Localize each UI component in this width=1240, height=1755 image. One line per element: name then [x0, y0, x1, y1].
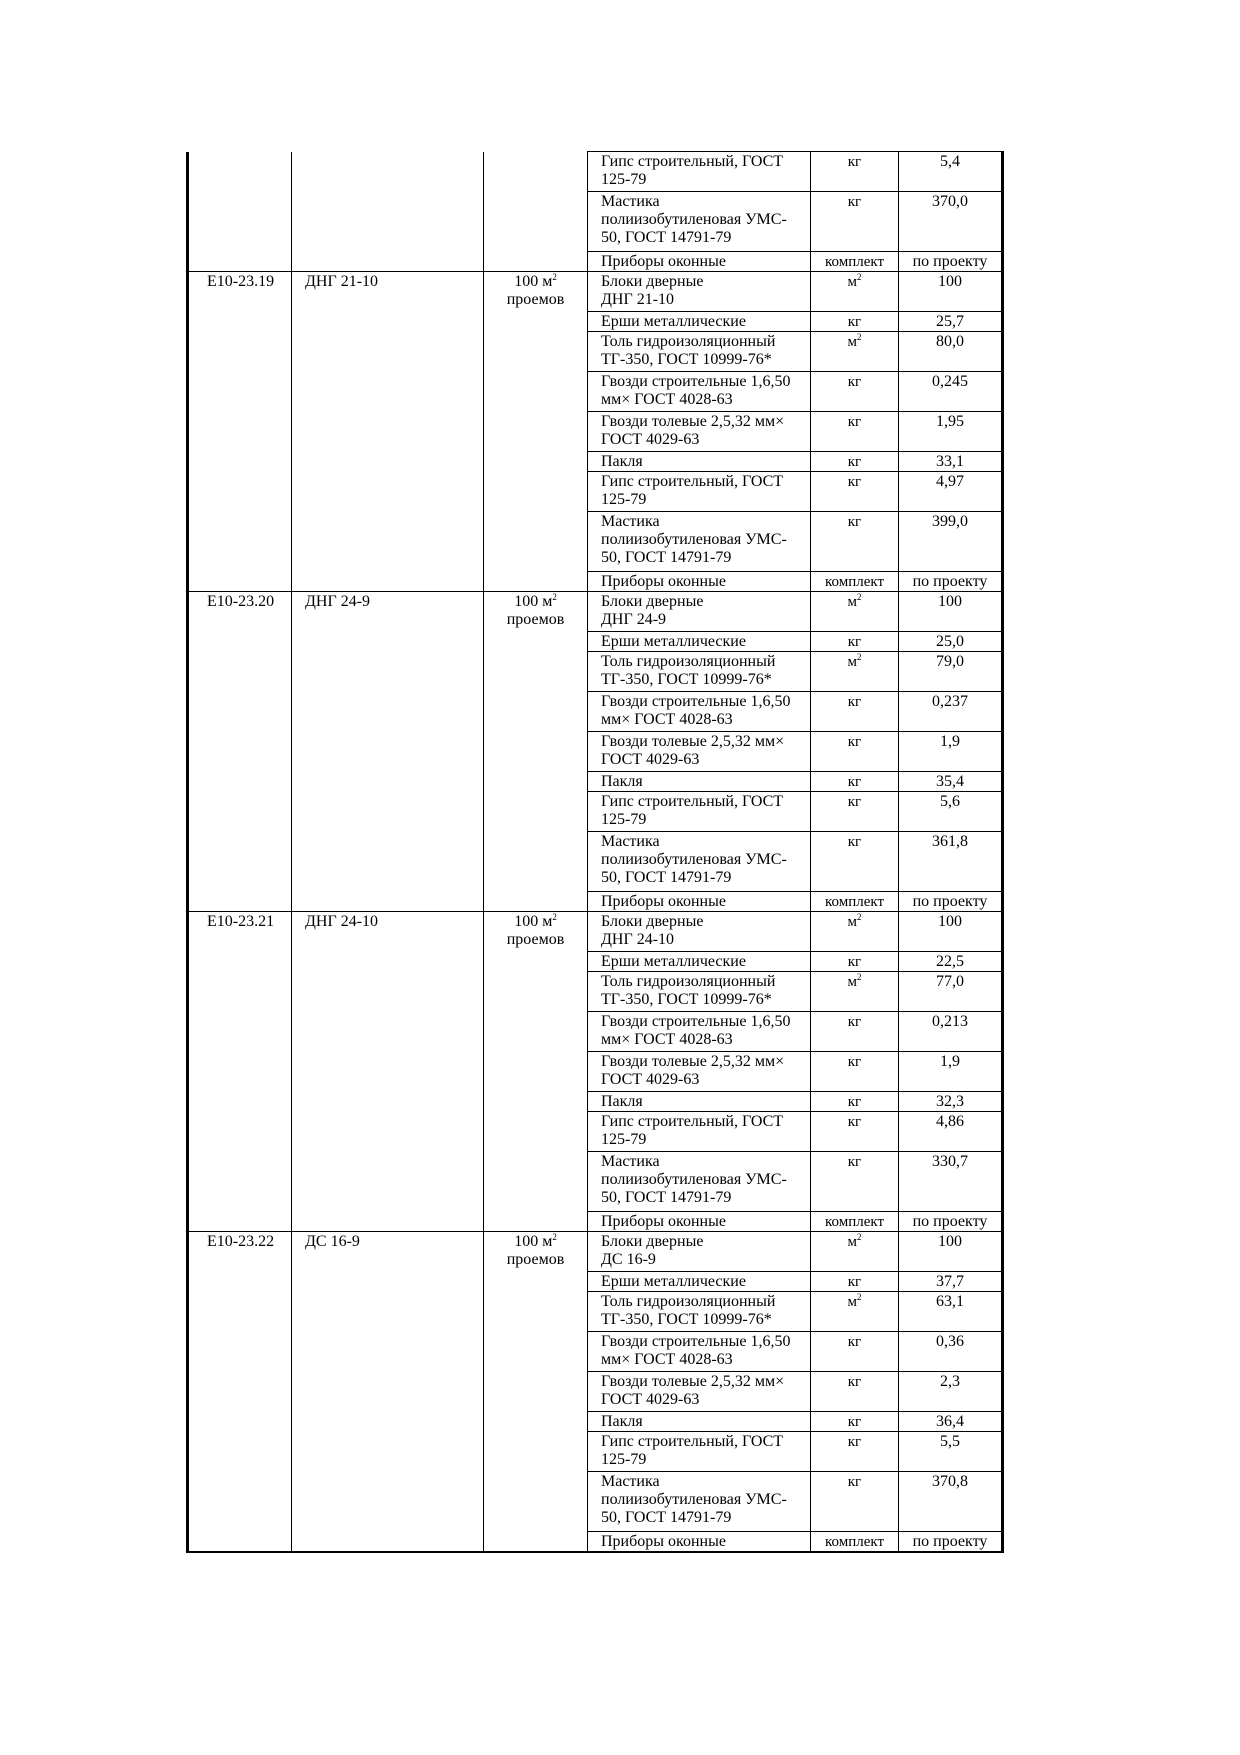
resource-cell [588, 1412, 811, 1432]
measure-superscript: 2 [552, 272, 557, 282]
quantity-value: 36,4 [936, 1413, 964, 1430]
resource-cell [588, 372, 811, 412]
measure-value: 100 м [514, 913, 553, 930]
unit-cell [811, 1292, 899, 1332]
measure-suffix: проемов [506, 1251, 565, 1268]
quantity-value: 33,1 [936, 453, 964, 470]
unit-label: кг [847, 1054, 862, 1070]
norm-name: ДС 16-9 [305, 1233, 360, 1250]
unit-cell [811, 592, 899, 632]
quantity-value: по проекту [912, 1213, 988, 1230]
resource-cell [588, 1092, 811, 1112]
unit-label: м [847, 654, 857, 670]
measure-cell [484, 152, 588, 272]
table-row [188, 592, 1003, 632]
unit-cell [811, 772, 899, 792]
resource-cell [588, 1332, 811, 1372]
value-cell [899, 592, 1003, 632]
value-cell [899, 792, 1003, 832]
resource-cell [588, 512, 811, 572]
quantity-value: 361,8 [932, 833, 968, 850]
unit-label: комплект [824, 1534, 885, 1550]
resource-cell [588, 792, 811, 832]
resource-cell [588, 252, 811, 272]
resource-name: Пакля [601, 453, 643, 470]
unit-label: кг [847, 1274, 862, 1290]
quantity-value: 100 [938, 1233, 962, 1250]
resource-name: Толь гидроизоляционный ТГ-350, ГОСТ 10999-76* [601, 973, 776, 1008]
unit-cell [811, 1212, 899, 1232]
resource-cell [588, 1372, 811, 1412]
resource-cell [588, 592, 811, 632]
unit-cell [811, 1332, 899, 1372]
value-cell [899, 252, 1003, 272]
resource-cell [588, 972, 811, 1012]
resource-cell [588, 1532, 811, 1553]
value-cell [899, 1412, 1003, 1432]
unit-cell [811, 1272, 899, 1292]
measure-cell [484, 1232, 588, 1553]
unit-label: кг [847, 514, 862, 530]
resource-name: Пакля [601, 1093, 643, 1110]
quantity-value: по проекту [912, 893, 988, 910]
unit-cell [811, 1092, 899, 1112]
unit-label: кг [847, 454, 862, 470]
value-cell [899, 1112, 1003, 1152]
unit-label: кг [847, 1094, 862, 1110]
value-cell [899, 1532, 1003, 1553]
unit-label: комплект [824, 254, 885, 270]
value-cell [899, 1012, 1003, 1052]
unit-superscript: 2 [857, 332, 862, 342]
value-cell [899, 452, 1003, 472]
resource-cell [588, 1232, 811, 1272]
resource-cell [588, 152, 811, 192]
value-cell [899, 1052, 1003, 1092]
value-cell [899, 1232, 1003, 1272]
value-cell [899, 332, 1003, 372]
resource-cell [588, 1472, 811, 1532]
quantity-value: по проекту [912, 1533, 988, 1550]
value-cell [899, 832, 1003, 892]
resource-cell [588, 192, 811, 252]
unit-cell [811, 652, 899, 692]
quantity-value: 1,9 [940, 733, 960, 750]
unit-label: кг [847, 414, 862, 430]
unit-label: комплект [824, 574, 885, 590]
quantity-value: 1,95 [936, 413, 964, 430]
unit-superscript: 2 [857, 1232, 862, 1242]
resource-name: Гипс строительный, ГОСТ 125-79 [601, 793, 784, 828]
quantity-value: по проекту [912, 253, 988, 270]
resource-name: Гвозди строительные 1,6,50 мм× ГОСТ 4028-63 [601, 373, 791, 408]
unit-cell [811, 332, 899, 372]
resource-cell [588, 1292, 811, 1332]
code-cell [188, 592, 292, 912]
name-cell [292, 592, 484, 912]
quantity-value: 79,0 [936, 653, 964, 670]
code-cell [188, 272, 292, 592]
norm-code: Е10-23.21 [207, 913, 275, 930]
value-cell [899, 692, 1003, 732]
measure-value: 100 м [514, 1233, 553, 1250]
quantity-value: 370,0 [932, 193, 968, 210]
unit-label: м [847, 274, 857, 290]
unit-label: кг [847, 1114, 862, 1130]
unit-cell [811, 692, 899, 732]
quantity-value: 5,5 [940, 1433, 960, 1450]
value-cell [899, 512, 1003, 572]
unit-cell [811, 152, 899, 192]
unit-cell [811, 512, 899, 572]
quantity-value: 2,3 [940, 1373, 960, 1390]
resource-name: Блоки дверные ДНГ 21-10 [601, 273, 704, 308]
unit-label: кг [847, 834, 862, 850]
value-cell [899, 632, 1003, 652]
resource-cell [588, 1052, 811, 1092]
unit-cell [811, 1232, 899, 1272]
quantity-value: 100 [938, 593, 962, 610]
value-cell [899, 1332, 1003, 1372]
value-cell [899, 192, 1003, 252]
resource-cell [588, 272, 811, 312]
measure-superscript: 2 [552, 1232, 557, 1242]
unit-label: кг [847, 1014, 862, 1030]
resource-name: Гипс строительный, ГОСТ 125-79 [601, 1113, 784, 1148]
value-cell [899, 312, 1003, 332]
resource-cell [588, 952, 811, 972]
quantity-value: 1,9 [940, 1053, 960, 1070]
resource-name: Мастика полиизобутиленовая УМС- 50, ГОСТ 14791-79 [601, 513, 787, 566]
value-cell [899, 1272, 1003, 1292]
resource-name: Гвозди строительные 1,6,50 мм× ГОСТ 4028-63 [601, 1013, 791, 1048]
resource-cell [588, 652, 811, 692]
resource-name: Толь гидроизоляционный ТГ-350, ГОСТ 10999-76* [601, 1293, 776, 1328]
resource-name: Пакля [601, 1413, 643, 1430]
unit-label: кг [847, 734, 862, 750]
measure-cell [484, 272, 588, 592]
unit-label: кг [847, 194, 862, 210]
resource-cell [588, 332, 811, 372]
unit-label: кг [847, 374, 862, 390]
table-row [188, 912, 1003, 952]
unit-label: кг [847, 1334, 862, 1350]
unit-label: кг [847, 1374, 862, 1390]
resource-name: Мастика полиизобутиленовая УМС- 50, ГОСТ 14791-79 [601, 1153, 787, 1206]
quantity-value: 4,86 [936, 1113, 964, 1130]
unit-superscript: 2 [857, 652, 862, 662]
unit-superscript: 2 [857, 1292, 862, 1302]
unit-cell [811, 312, 899, 332]
unit-label: комплект [824, 1214, 885, 1230]
quantity-value: 35,4 [936, 773, 964, 790]
unit-cell [811, 452, 899, 472]
value-cell [899, 1152, 1003, 1212]
measure-cell [484, 592, 588, 912]
unit-label: кг [847, 474, 862, 490]
value-cell [899, 1292, 1003, 1332]
resource-cell [588, 1012, 811, 1052]
value-cell [899, 152, 1003, 192]
resource-name: Блоки дверные ДНГ 24-9 [601, 593, 704, 628]
resource-cell [588, 1152, 811, 1212]
unit-label: м [847, 914, 857, 930]
norm-name: ДНГ 24-10 [305, 913, 379, 930]
unit-label: кг [847, 634, 862, 650]
value-cell [899, 732, 1003, 772]
quantity-value: 100 [938, 273, 962, 290]
resource-name: Приборы оконные [601, 893, 726, 910]
resource-name: Гипс строительный, ГОСТ 125-79 [601, 473, 784, 508]
resource-cell [588, 412, 811, 452]
name-cell [292, 272, 484, 592]
value-cell [899, 652, 1003, 692]
resource-cell [588, 472, 811, 512]
unit-label: кг [847, 774, 862, 790]
value-cell [899, 1372, 1003, 1412]
measure-superscript: 2 [552, 592, 557, 602]
unit-cell [811, 632, 899, 652]
resource-name: Пакля [601, 773, 643, 790]
resource-name: Приборы оконные [601, 253, 726, 270]
value-cell [899, 1212, 1003, 1232]
code-cell [188, 912, 292, 1232]
quantity-value: 0,213 [932, 1013, 968, 1030]
measure-cell [484, 912, 588, 1232]
code-cell [188, 152, 292, 272]
unit-label: кг [847, 1434, 862, 1450]
unit-label: м [847, 1294, 857, 1310]
resource-cell [588, 452, 811, 472]
resource-name: Толь гидроизоляционный ТГ-350, ГОСТ 10999-76* [601, 333, 776, 368]
unit-superscript: 2 [857, 272, 862, 282]
resource-name: Ерши металлические [601, 1273, 746, 1290]
resource-name: Ерши металлические [601, 313, 746, 330]
resource-name: Гипс строительный, ГОСТ 125-79 [601, 1433, 784, 1468]
measure-suffix: проемов [506, 291, 565, 308]
resource-cell [588, 832, 811, 892]
resource-cell [588, 1272, 811, 1292]
unit-cell [811, 832, 899, 892]
unit-cell [811, 192, 899, 252]
value-cell [899, 372, 1003, 412]
quantity-value: 5,6 [940, 793, 960, 810]
unit-cell [811, 1472, 899, 1532]
table-body [188, 152, 1003, 1553]
resource-cell [588, 892, 811, 912]
name-cell [292, 152, 484, 272]
resource-name: Блоки дверные ДНГ 24-10 [601, 913, 704, 948]
unit-cell [811, 1432, 899, 1472]
quantity-value: 25,7 [936, 313, 964, 330]
value-cell [899, 952, 1003, 972]
unit-cell [811, 972, 899, 1012]
unit-cell [811, 472, 899, 512]
unit-cell [811, 1152, 899, 1212]
code-cell [188, 1232, 292, 1553]
norm-name: ДНГ 24-9 [305, 593, 371, 610]
value-cell [899, 772, 1003, 792]
unit-label: кг [847, 1414, 862, 1430]
value-cell [899, 892, 1003, 912]
quantity-value: 77,0 [936, 973, 964, 990]
unit-cell [811, 572, 899, 592]
unit-label: кг [847, 1474, 862, 1490]
value-cell [899, 972, 1003, 1012]
unit-label: комплект [824, 894, 885, 910]
measure-value: 100 м [514, 593, 553, 610]
resource-cell [588, 692, 811, 732]
unit-cell [811, 792, 899, 832]
unit-cell [811, 272, 899, 312]
quantity-value: 0,237 [932, 693, 968, 710]
unit-label: м [847, 974, 857, 990]
norms-table [186, 151, 1004, 1553]
quantity-value: 25,0 [936, 633, 964, 650]
quantity-value: 330,7 [932, 1153, 968, 1170]
resource-cell [588, 772, 811, 792]
table-row [188, 152, 1003, 192]
unit-cell [811, 1372, 899, 1412]
unit-label: м [847, 594, 857, 610]
resource-name: Гвозди толевые 2,5,32 мм× ГОСТ 4029-63 [601, 1053, 785, 1088]
resource-name: Ерши металлические [601, 633, 746, 650]
resource-cell [588, 1112, 811, 1152]
unit-label: кг [847, 314, 862, 330]
table-row [188, 1232, 1003, 1272]
name-cell [292, 1232, 484, 1553]
norm-code: Е10-23.19 [207, 273, 275, 290]
resource-name: Толь гидроизоляционный ТГ-350, ГОСТ 10999-76* [601, 653, 776, 688]
measure-suffix: проемов [506, 611, 565, 628]
quantity-value: 22,5 [936, 953, 964, 970]
unit-label: кг [847, 954, 862, 970]
unit-cell [811, 892, 899, 912]
norm-name: ДНГ 21-10 [305, 273, 379, 290]
unit-cell [811, 1052, 899, 1092]
resource-name: Гвозди толевые 2,5,32 мм× ГОСТ 4029-63 [601, 413, 785, 448]
quantity-value: 5,4 [940, 153, 960, 170]
norm-code: Е10-23.20 [207, 593, 275, 610]
unit-label: кг [847, 154, 862, 170]
resource-name: Мастика полиизобутиленовая УМС- 50, ГОСТ 14791-79 [601, 1473, 787, 1526]
resource-name: Гвозди толевые 2,5,32 мм× ГОСТ 4029-63 [601, 1373, 785, 1408]
resource-cell [588, 1212, 811, 1232]
unit-cell [811, 912, 899, 952]
value-cell [899, 472, 1003, 512]
unit-cell [811, 1012, 899, 1052]
resource-cell [588, 632, 811, 652]
unit-superscript: 2 [857, 972, 862, 982]
quantity-value: по проекту [912, 573, 988, 590]
quantity-value: 32,3 [936, 1093, 964, 1110]
resource-name: Мастика полиизобутиленовая УМС- 50, ГОСТ 14791-79 [601, 193, 787, 246]
unit-superscript: 2 [857, 592, 862, 602]
value-cell [899, 1432, 1003, 1472]
value-cell [899, 1472, 1003, 1532]
quantity-value: 80,0 [936, 333, 964, 350]
value-cell [899, 912, 1003, 952]
norm-code: Е10-23.22 [207, 1233, 275, 1250]
unit-cell [811, 1112, 899, 1152]
resource-name: Гвозди строительные 1,6,50 мм× ГОСТ 4028-63 [601, 1333, 791, 1368]
resource-name: Приборы оконные [601, 1533, 726, 1550]
resource-cell [588, 312, 811, 332]
unit-cell [811, 952, 899, 972]
resource-cell [588, 1432, 811, 1472]
quantity-value: 4,97 [936, 473, 964, 490]
measure-superscript: 2 [552, 912, 557, 922]
unit-cell [811, 732, 899, 772]
unit-label: м [847, 334, 857, 350]
measure-suffix: проемов [506, 931, 565, 948]
value-cell [899, 412, 1003, 452]
resource-name: Гвозди толевые 2,5,32 мм× ГОСТ 4029-63 [601, 733, 785, 768]
table-row [188, 272, 1003, 312]
resource-name: Гвозди строительные 1,6,50 мм× ГОСТ 4028-63 [601, 693, 791, 728]
name-cell [292, 912, 484, 1232]
unit-cell [811, 372, 899, 412]
unit-superscript: 2 [857, 912, 862, 922]
measure-value: 100 м [514, 273, 553, 290]
resource-cell [588, 912, 811, 952]
quantity-value: 0,245 [932, 373, 968, 390]
resource-name: Блоки дверные ДС 16-9 [601, 1233, 704, 1268]
unit-cell [811, 1532, 899, 1553]
quantity-value: 100 [938, 913, 962, 930]
unit-label: м [847, 1234, 857, 1250]
resource-cell [588, 572, 811, 592]
resource-name: Приборы оконные [601, 573, 726, 590]
resource-name: Ерши металлические [601, 953, 746, 970]
unit-label: кг [847, 794, 862, 810]
unit-label: кг [847, 1154, 862, 1170]
quantity-value: 370,8 [932, 1473, 968, 1490]
value-cell [899, 572, 1003, 592]
resource-name: Приборы оконные [601, 1213, 726, 1230]
resource-cell [588, 732, 811, 772]
quantity-value: 0,36 [936, 1333, 964, 1350]
resource-name: Гипс строительный, ГОСТ 125-79 [601, 153, 784, 188]
resource-name: Мастика полиизобутиленовая УМС- 50, ГОСТ 14791-79 [601, 833, 787, 886]
unit-cell [811, 412, 899, 452]
unit-cell [811, 252, 899, 272]
value-cell [899, 1092, 1003, 1112]
unit-label: кг [847, 694, 862, 710]
quantity-value: 399,0 [932, 513, 968, 530]
unit-cell [811, 1412, 899, 1432]
quantity-value: 63,1 [936, 1293, 964, 1310]
quantity-value: 37,7 [936, 1273, 964, 1290]
value-cell [899, 272, 1003, 312]
